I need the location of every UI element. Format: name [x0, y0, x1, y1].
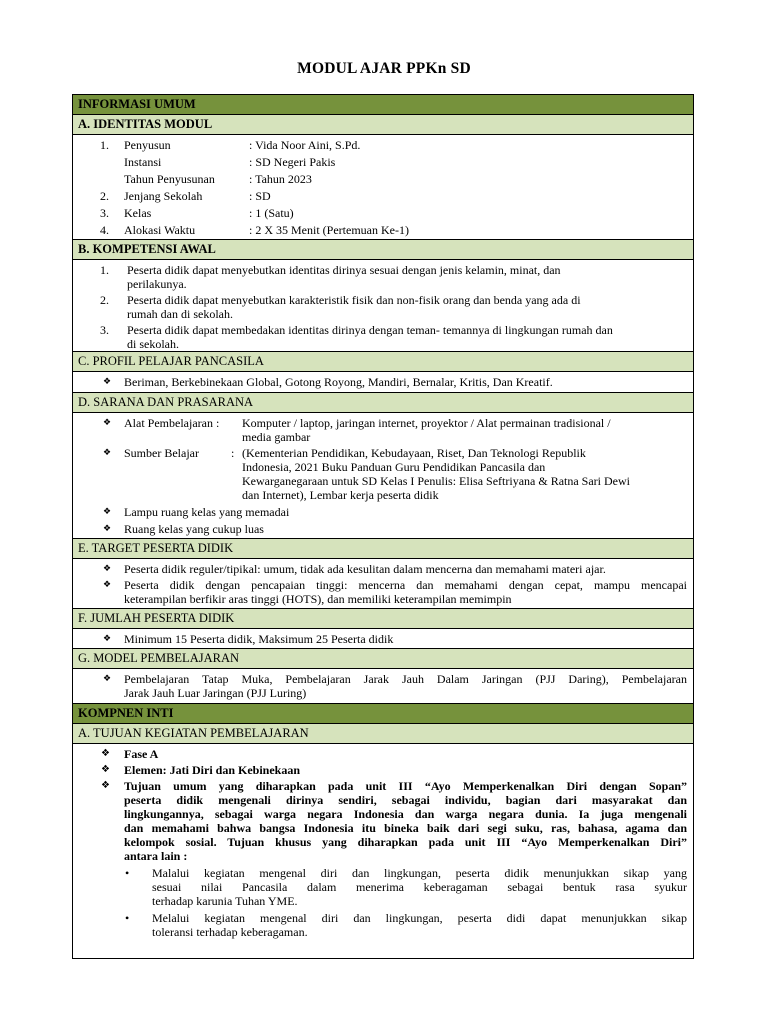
module-table: [72, 94, 694, 959]
alat-text: media gambar: [242, 430, 311, 444]
target-text: Peserta didik dengan pencapaian tinggi: mencerna dan memahami dengan cepat, mampu mencapai: [124, 578, 687, 592]
identitas-value: : Vida Noor Aini, S.Pd.: [249, 138, 361, 152]
sarana-heading: D. SARANA DAN PRASARANA: [73, 393, 693, 413]
tujuan-heading: A. TUJUAN KEGIATAN PEMBELAJARAN: [73, 724, 693, 744]
model-text: Pembelajaran Tatap Muka, Pembelajaran Jarak Jauh Dalam Jaringan (PJJ Daring), Pembelajaran: [124, 672, 687, 686]
diamond-bullet-icon: ❖: [103, 507, 112, 517]
informasi-umum-header: INFORMASI UMUM: [73, 95, 693, 115]
sumber-text: Indonesia, 2021 Buku Panduan Guru Pendidikan Pancasila dan: [242, 460, 546, 474]
profil-section: [73, 372, 693, 393]
identitas-num: 1.: [100, 138, 109, 152]
identitas-value: : Tahun 2023: [249, 172, 312, 186]
identitas-value: : SD Negeri Pakis: [249, 155, 336, 169]
diamond-bullet-icon: ❖: [103, 524, 112, 534]
fase-text: Fase A: [124, 747, 159, 761]
tujuan-bullet-line: toleransi terhadap keberagaman.: [152, 925, 308, 939]
jumlah-heading: F. JUMLAH PESERTA DIDIK: [73, 609, 693, 629]
identitas-label: Instansi: [124, 155, 162, 169]
kompetensi-text: Peserta didik dapat membedakan identitas dirinya dengan teman- temannya di lingkungan rumah dan: [127, 323, 613, 337]
diamond-bullet-icon: ❖: [103, 418, 112, 428]
diamond-bullet-icon: ❖: [103, 580, 112, 590]
identitas-num: 2.: [100, 189, 109, 203]
identitas-section: [73, 135, 693, 240]
profil-text: Beriman, Berkebinekaan Global, Gotong Royong, Mandiri, Bernalar, Kritis, Dan Kreatif.: [124, 375, 553, 389]
tujuan-bullet-line: Melalui kegiatan mengenal diri dan lingkungan, peserta didi dapat menunjukkan sikap: [152, 911, 687, 925]
model-heading: G. MODEL PEMBELAJARAN: [73, 649, 693, 669]
tujuan-paragraph-line: Tujuan umum yang diharapkan pada unit III “Ayo Memperkenalkan Diri dengan Sopan”: [124, 779, 687, 793]
jumlah-text: Minimum 15 Peserta didik, Maksimum 25 Peserta didik: [124, 632, 394, 646]
tujuan-paragraph-line: antara lain :: [124, 849, 188, 863]
bullet-icon: •: [125, 911, 130, 925]
sarana-section: [73, 413, 693, 539]
target-section: [73, 559, 693, 609]
diamond-bullet-icon: ❖: [103, 674, 112, 684]
identitas-heading: A. IDENTITAS MODUL: [73, 115, 693, 135]
tujuan-bullet-line: sesuai nilai Pancasila dalam menerima keberagaman sebagai bentuk rasa syukur: [152, 880, 687, 894]
target-text: Peserta didik reguler/tipikal: umum, tidak ada kesulitan dalam mencerna dan memahami materi ajar.: [124, 562, 606, 576]
diamond-bullet-icon: ❖: [101, 780, 110, 791]
alat-label: Alat Pembelajaran :: [124, 416, 220, 430]
identitas-label: Tahun Penyusunan: [124, 172, 215, 186]
kompetensi-text: rumah dan di sekolah.: [127, 307, 233, 321]
identitas-label: Jenjang Sekolah: [124, 189, 203, 203]
diamond-bullet-icon: ❖: [101, 748, 110, 759]
target-heading: E. TARGET PESERTA DIDIK: [73, 539, 693, 559]
diamond-bullet-icon: ❖: [103, 564, 112, 574]
sumber-label: Sumber Belajar: [124, 446, 199, 460]
alat-text: Komputer / laptop, jaringan internet, proyektor / Alat permainan tradisional /: [242, 416, 611, 430]
komponen-inti-header: KOMPNEN INTI: [73, 704, 693, 724]
sarana-extra: Lampu ruang kelas yang memadai: [124, 505, 290, 519]
kompetensi-text: di sekolah.: [127, 337, 179, 351]
model-text: Jarak Jauh Luar Jaringan (PJJ Luring): [124, 686, 307, 700]
kompetensi-num: 3.: [100, 323, 109, 337]
target-text: keterampilan berfikir aras tinggi (HOTS), dan memiliki keterampilan memimpin: [124, 592, 512, 606]
identitas-label: Kelas: [124, 206, 152, 220]
diamond-bullet-icon: ❖: [103, 377, 112, 387]
identitas-value: : 2 X 35 Menit (Pertemuan Ke-1): [249, 223, 409, 237]
kompetensi-text: Peserta didik dapat menyebutkan identitas dirinya sesuai dengan jenis kelamin, minat, dan: [127, 263, 561, 277]
identitas-label: Alokasi Waktu: [124, 223, 196, 237]
profil-heading: C. PROFIL PELAJAR PANCASILA: [73, 352, 693, 372]
tujuan-paragraph-line: peserta didik mengenali dirinya sendiri, sebagai individu, bagian dari masyarakat dan: [124, 793, 687, 807]
diamond-bullet-icon: ❖: [103, 448, 112, 458]
kompetensi-text: Peserta didik dapat menyebutkan karakteristik fisik dan non-fisik orang dan benda yang ada di: [127, 293, 581, 307]
model-section: [73, 669, 693, 704]
tujuan-section: [73, 744, 693, 958]
tujuan-bullet-line: Malalui kegiatan mengenal diri dan lingkungan, peserta didik menunjukkan sikap yang: [152, 866, 687, 880]
document-title: MODUL AJAR PPKn SD: [297, 60, 471, 77]
elemen-text: Elemen: Jati Diri dan Kebinekaan: [124, 763, 301, 777]
identitas-num: 3.: [100, 206, 109, 220]
identitas-value: : SD: [249, 189, 271, 203]
sumber-text: Kewarganegaraan untuk SD Kelas I Penulis: Elisa Seftriyana & Ratna Sari Dewi: [242, 474, 631, 488]
kompetensi-text: perilakunya.: [127, 277, 187, 291]
tujuan-paragraph-line: kelompok sosial. Tujuan khusus yang diharapkan pada unit III “Ayo Memperkenalkan Diri”: [124, 835, 687, 849]
kompetensi-heading: B. KOMPETENSI AWAL: [73, 240, 693, 260]
bullet-icon: •: [125, 866, 130, 880]
tujuan-paragraph-line: lingkungannya, sebagai warga negara Indonesia dan warga negara dunia. Ia juga mengenali: [124, 807, 687, 821]
diamond-bullet-icon: ❖: [101, 764, 110, 775]
tujuan-bullet-line: terhadap karunia Tuhan YME.: [152, 894, 298, 908]
identitas-num: 4.: [100, 223, 109, 237]
sumber-text: (Kementerian Pendidikan, Kebudayaan, Riset, Dan Teknologi Republik: [242, 446, 586, 460]
diamond-bullet-icon: ❖: [103, 634, 112, 644]
sumber-colon: :: [231, 446, 235, 460]
sarana-extra: Ruang kelas yang cukup luas: [124, 522, 264, 536]
kompetensi-section: [73, 260, 693, 352]
jumlah-section: [73, 629, 693, 649]
sumber-text: dan Internet), Lembar kerja peserta didik: [242, 488, 439, 502]
kompetensi-num: 1.: [100, 263, 109, 277]
kompetensi-num: 2.: [100, 293, 109, 307]
identitas-value: : 1 (Satu): [249, 206, 294, 220]
identitas-label: Penyusun: [124, 138, 171, 152]
tujuan-paragraph-line: dan memahami bahwa bangsa Indonesia itu bineka baik dari segi suku, ras, bahasa, agama dan: [124, 821, 687, 835]
